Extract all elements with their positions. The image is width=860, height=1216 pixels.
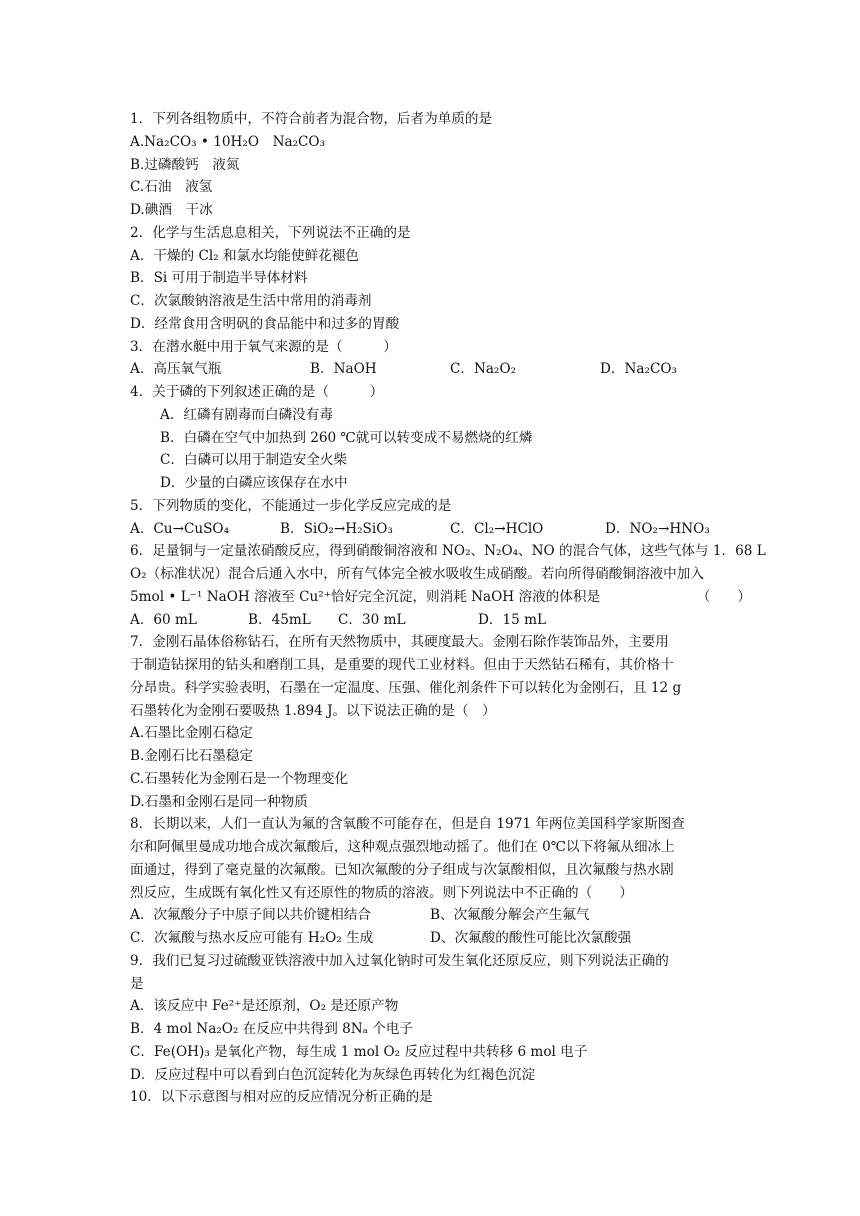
question-8-line-1: 8．长期以来，人们一直认为氟的含氧酸不可能存在，但是自 1971 年两位美国科学家斯图查: [130, 816, 685, 833]
question-10-stem: 10．以下示意图与相对应的反应情况分析正确的是: [130, 1089, 433, 1106]
question-3-option-b: B．NaOH: [310, 361, 377, 378]
question-6-options: [130, 609, 740, 632]
question-1-option-b: B.过磷酸钙 液氮: [130, 156, 240, 173]
question-4-option-a: A．红磷有剧毒而白磷没有毒: [160, 406, 333, 423]
question-2-option-c: C．次氯酸钠溶液是生活中常用的消毒剂: [130, 293, 372, 309]
question-1-option-d: D.碘酒 干冰: [130, 202, 213, 218]
question-3-option-c: C．Na₂O₂: [450, 361, 517, 378]
question-8-option-b: B、次氟酸分解会产生氟气: [430, 907, 590, 924]
question-7-option-c: C.石墨转化为金刚石是一个物理变化: [130, 770, 349, 787]
question-6-line-2: O₂（标准状况）混合后通入水中，所有气体完全被水吸收生成硝酸。若向所得硝酸铜溶液中加入: [130, 566, 704, 582]
question-5-option-b: B．SiO₂→H₂SiO₃: [280, 520, 393, 537]
question-4-stem: 4．关于磷的下列叙述正确的是（ ）: [130, 384, 384, 400]
question-6-line-3-text: 5mol • L⁻¹ NaOH 溶液至 Cu²⁺恰好完全沉淀，则消耗 NaOH 溶液的体积是: [130, 588, 601, 605]
question-6-option-a: A．60 mL: [130, 611, 197, 628]
question-3-stem: 3．在潜水艇中用于氧气来源的是（ ）: [130, 338, 397, 355]
question-9-option-a: A．该反应中 Fe²⁺是还原剂，O₂ 是还原产物: [130, 998, 399, 1015]
question-2-stem: 2．化学与生活息息相关，下列说法不正确的是: [130, 224, 411, 241]
question-6-answer-bracket: （ ）: [696, 588, 752, 605]
question-5-option-a: A．Cu→CuSO₄: [130, 520, 230, 537]
question-8-line-4: 烈反应，生成既有氧化性又有还原性的物质的溶液。则下列说法中不正确的（ ）: [130, 884, 633, 901]
question-8-option-a: A．次氟酸分子中原子间以共价键相结合: [130, 907, 371, 924]
question-5-options: [130, 518, 740, 541]
question-9-option-b: B．4 mol Na₂O₂ 在反应中共得到 8Nₐ 个电子: [130, 1021, 414, 1037]
question-7-line-2: 于制造钻探用的钻头和磨削工具，是重要的现代工业材料。但由于天然钻石稀有，其价格十: [130, 657, 674, 673]
question-7-option-d: D.石墨和金刚石是同一种物质: [130, 793, 308, 810]
question-5-option-c: C．Cl₂→HClO: [450, 520, 544, 537]
question-2-option-d: D．经常食用含明矾的食品能中和过多的胃酸: [130, 315, 400, 332]
question-8-line-2: 尔和阿佩里曼成功地合成次氟酸后，这种观点强烈地动摇了。他们在 0℃以下将氟从细冰上: [130, 839, 675, 855]
question-4-option-b: B．白磷在空气中加热到 260 ℃就可以转变成不易燃烧的红燐: [160, 429, 533, 446]
question-2-option-b: B．Si 可用于制造半导体材料: [130, 270, 308, 287]
question-4-option-d: D．少量的白磷应该保存在水中: [160, 475, 348, 491]
exam-page: [130, 108, 766, 1109]
question-6-option-d: D．15 mL: [478, 611, 547, 628]
question-3-option-d: D．Na₂CO₃: [600, 361, 677, 378]
question-4-option-c: C．白磷可以用于制造安全火柴: [160, 452, 348, 469]
question-2-option-a: A．干燥的 Cl₂ 和氯水均能使鲜花褪色: [130, 247, 359, 264]
question-9-option-d: D．反应过程中可以看到白色沉淀转化为灰绿色再转化为红褐色沉淀: [130, 1066, 536, 1083]
question-6-option-c: C．30 mL: [338, 611, 406, 628]
question-7-option-a: A.石墨比金刚石稳定: [130, 725, 253, 742]
question-8-line-3: 面通过，得到了毫克量的次氟酸。已知次氟酸的分子组成与次氯酸相似，且次氟酸与热水剧: [130, 861, 674, 878]
question-8-options-row-2: [130, 927, 740, 950]
question-3-options: [130, 358, 740, 381]
question-6-line-3: [130, 586, 752, 609]
question-5-stem: 5．下列物质的变化，不能通过一步化学反应完成的是: [130, 497, 452, 514]
question-8-option-c: C．次氟酸与热水反应可能有 H₂O₂ 生成: [130, 930, 374, 946]
question-1-stem: 1．下列各组物质中，不符合前者为混合物，后者为单质的是: [130, 111, 493, 127]
question-6-option-b: B．45mL: [248, 611, 311, 628]
question-1-option-c: C.石油 液氢: [130, 179, 213, 196]
question-1-option-a: A.Na₂CO₃ • 10H₂O Na₂CO₃: [130, 133, 326, 150]
question-9-line-2: 是: [130, 975, 144, 992]
question-7-line-1: 7．金刚石晶体俗称钻石，在所有天然物质中，其硬度最大。金刚石除作装饰品外，主要用: [130, 634, 669, 651]
question-7-line-3: 分昂贵。科学实验表明，石墨在一定温度、压强、催化剂条件下可以转化为金刚石，且 12 g: [130, 679, 682, 696]
question-6-line-1: 6．足量铜与一定量浓硝酸反应，得到硝酸铜溶液和 NO₂、N₂O₄、NO 的混合气体，这些气体与 1．68 L: [130, 543, 766, 560]
question-3-option-a: A．高压氧气瓶: [130, 361, 222, 378]
question-9-option-c: C．Fe(OH)₃ 是氧化产物，每生成 1 mol O₂ 反应过程中共转移 6 mol 电子: [130, 1043, 588, 1060]
question-8-option-d: D、次氟酸的酸性可能比次氯酸强: [430, 930, 632, 946]
question-5-option-d: D．NO₂→HNO₃: [605, 520, 710, 537]
question-8-options-row-1: [130, 904, 740, 927]
question-7-line-4: 石墨转化为金刚石要吸热 1.894 J。以下说法正确的是（ ）: [130, 702, 496, 719]
question-9-line-1: 9．我们已复习过硫酸亚铁溶液中加入过氧化钠时可发生氧化还原反应，则下列说法正确的: [130, 952, 669, 969]
question-7-option-b: B.金刚石比石墨稳定: [130, 748, 254, 764]
